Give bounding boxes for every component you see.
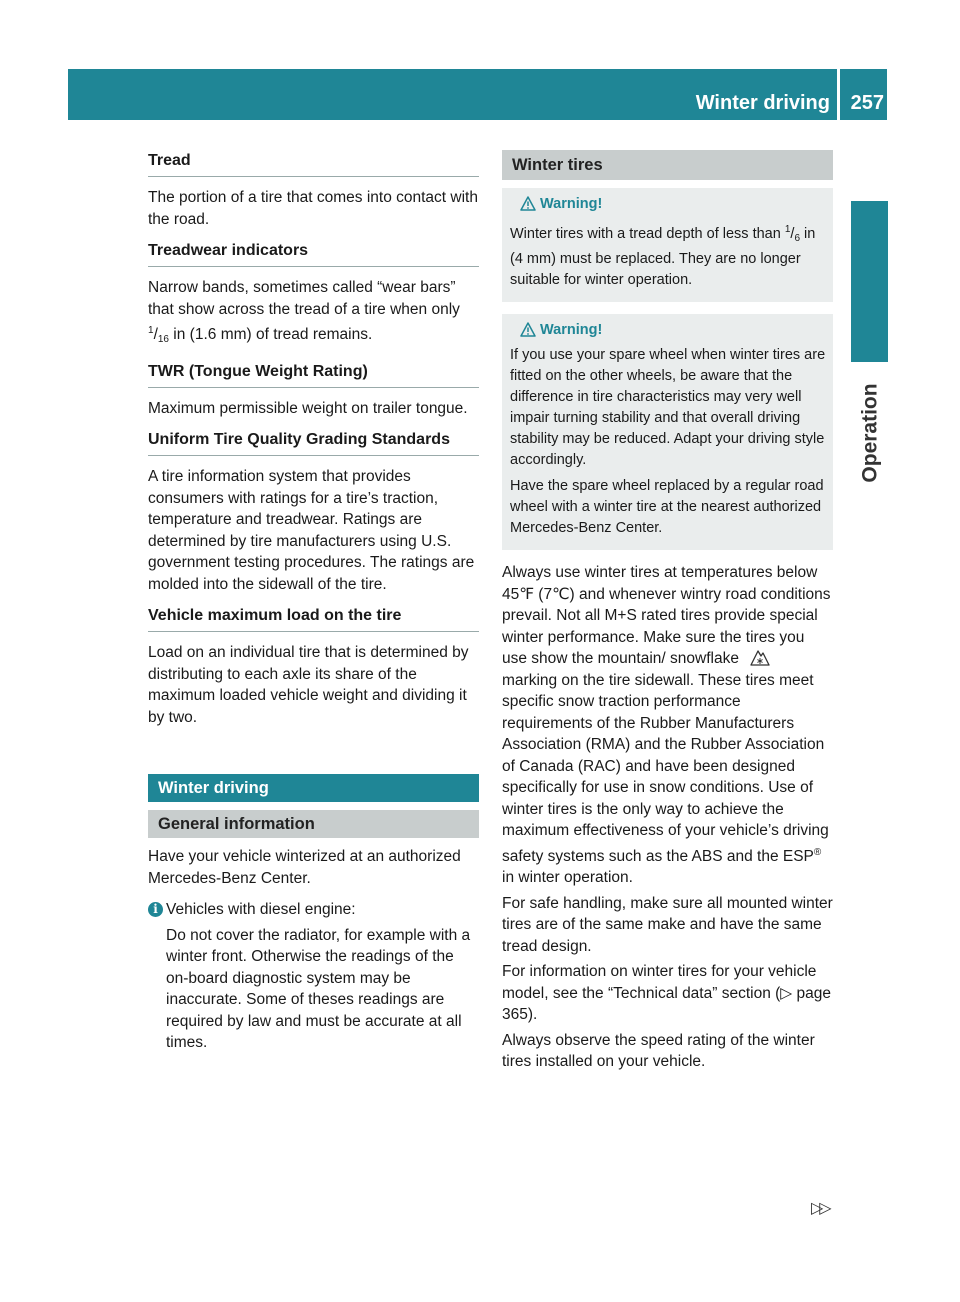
term-definition: Narrow bands, sometimes called “wear bars” that show across the tread of a tire when only $^1/_{16}$ in (1.6 mm) of tread remains.: [148, 279, 460, 345]
warning-triangle-icon: [520, 196, 536, 211]
term-title: Uniform Tire Quality Grading Standards: [148, 429, 479, 456]
warning-text-part: in (4 mm) must be replaced. They are no longer suitable for winter operation.: [510, 226, 816, 288]
term-definition: Load on an individual tire that is determined by distributing to each axle its share of the maximum loaded vehicle weight and dividing it by two.: [148, 644, 469, 726]
warning-text: Winter tires with a tread depth of less than $^1/_6$ in (4 mm) must be replaced. They are no longer suitable for winter operation.: [510, 224, 816, 288]
warning-text: Have the spare wheel replaced by a regular road wheel with a winter tire at the nearest authorized Mercedes-Benz Center.: [510, 478, 824, 536]
registered-mark: ®: [813, 846, 822, 858]
body-text-part: Always use winter tires at temperatures below 45℉ (7℃) and whenever wintry road conditions prevail. Not all M+S rated tires provide special winter performance. Make sure the tires you use show the mountain/ snowflake: [502, 564, 831, 667]
term-title: Vehicle maximum load on the tire: [148, 605, 479, 632]
warning-text-part: Winter tires with a tread depth of less than: [510, 226, 781, 242]
warning-triangle-icon: [520, 322, 536, 337]
warning-box: [502, 314, 833, 550]
term-title: Tread: [148, 150, 479, 177]
subsection-band-general: General information: [148, 810, 479, 838]
term-title: Treadwear indicators: [148, 240, 479, 267]
section-title: Winter driving: [695, 92, 830, 114]
term-definition: The portion of a tire that comes into contact with the road.: [148, 189, 478, 228]
mountain-snowflake-icon: [749, 648, 771, 666]
term-definition: A tire information system that provides consumers with ratings for a tire’s traction, temperature and treadwear. Ratings are determined by tire manufacturers using U.S. government testing procedures. The ratings are molded into the sidewall of the tire.: [148, 468, 475, 593]
body-text-part: in winter operation.: [502, 869, 633, 886]
body-text: For safe handling, make sure all mounted winter tires are of the same make and have the same tread design.: [502, 894, 833, 955]
warning-title: [510, 320, 827, 341]
fraction-denominator: 16: [157, 334, 169, 345]
page-ref-arrow-icon: ▷: [780, 984, 793, 1002]
term-definition: Maximum permissible weight on trailer tongue.: [148, 399, 468, 417]
body-text-part: For information on winter tires for your vehicle model, see the “Technical data” section (: [502, 963, 817, 1002]
page-number: 257: [850, 92, 884, 114]
info-title: Vehicles with diesel engine:: [166, 901, 356, 918]
subsection-band-winter-tires: Winter tires: [502, 150, 833, 180]
continue-arrows-icon: ▷▷: [811, 1200, 828, 1217]
info-text: Do not cover the radiator, for example with a winter front. Otherwise the readings of the on-board diagnostic system may be inaccurate. Some of theses readings are required by law and must be accurate at all times.: [166, 926, 471, 1051]
right-column: [502, 150, 833, 1083]
section-band-winter-driving: Winter driving: [148, 774, 479, 802]
term-title: TWR (Tongue Weight Rating): [148, 361, 479, 388]
left-column: [148, 150, 479, 1064]
fraction-denominator: 6: [794, 233, 800, 244]
body-text-part: marking on the tire sidewall. These tires meet specific snow traction performance requirements of the Rubber Manufacturers Association (RMA) and the Rubber Association of Canada (RAC) and have been designed specifically for use in snow conditions. Use of winter tires is the only way to achieve the maximum effectiveness of your vehicle’s driving safety systems such as the ABS and the ESP: [502, 671, 829, 865]
definition-text: in (1.6 mm) of tread remains.: [169, 326, 373, 343]
header-divider: [837, 69, 840, 120]
general-text: Have your vehicle winterized at an authorized Mercedes-Benz Center.: [148, 848, 461, 887]
warning-label: Warning!: [540, 322, 603, 338]
warning-text: If you use your spare wheel when winter tires are fitted on the other wheels, be aware that the difference in tire characteristics may very well impair turning stability and that overall driving stability may be reduced. Adapt your driving style accordingly.: [510, 347, 826, 468]
side-tab-label: Operation: [858, 383, 882, 483]
info-note: [148, 899, 479, 1054]
definition-text: Narrow bands, sometimes called “wear bars” that show across the tread of a tire when only: [148, 279, 460, 318]
side-tab: [848, 368, 892, 498]
warning-title: [510, 194, 827, 215]
fraction-numerator: 1: [148, 325, 154, 336]
body-text: [502, 961, 833, 1026]
page-header: [662, 88, 892, 118]
warning-label: Warning!: [540, 196, 603, 212]
fraction-numerator: 1: [784, 224, 791, 235]
body-text: Always observe the speed rating of the winter tires installed on your vehicle.: [502, 1031, 815, 1070]
info-icon: i: [148, 902, 163, 917]
warning-box: [502, 188, 833, 302]
page-ref-link[interactable]: page 365).: [502, 984, 831, 1023]
body-text: [502, 562, 833, 889]
side-tab-marker: [851, 201, 888, 362]
